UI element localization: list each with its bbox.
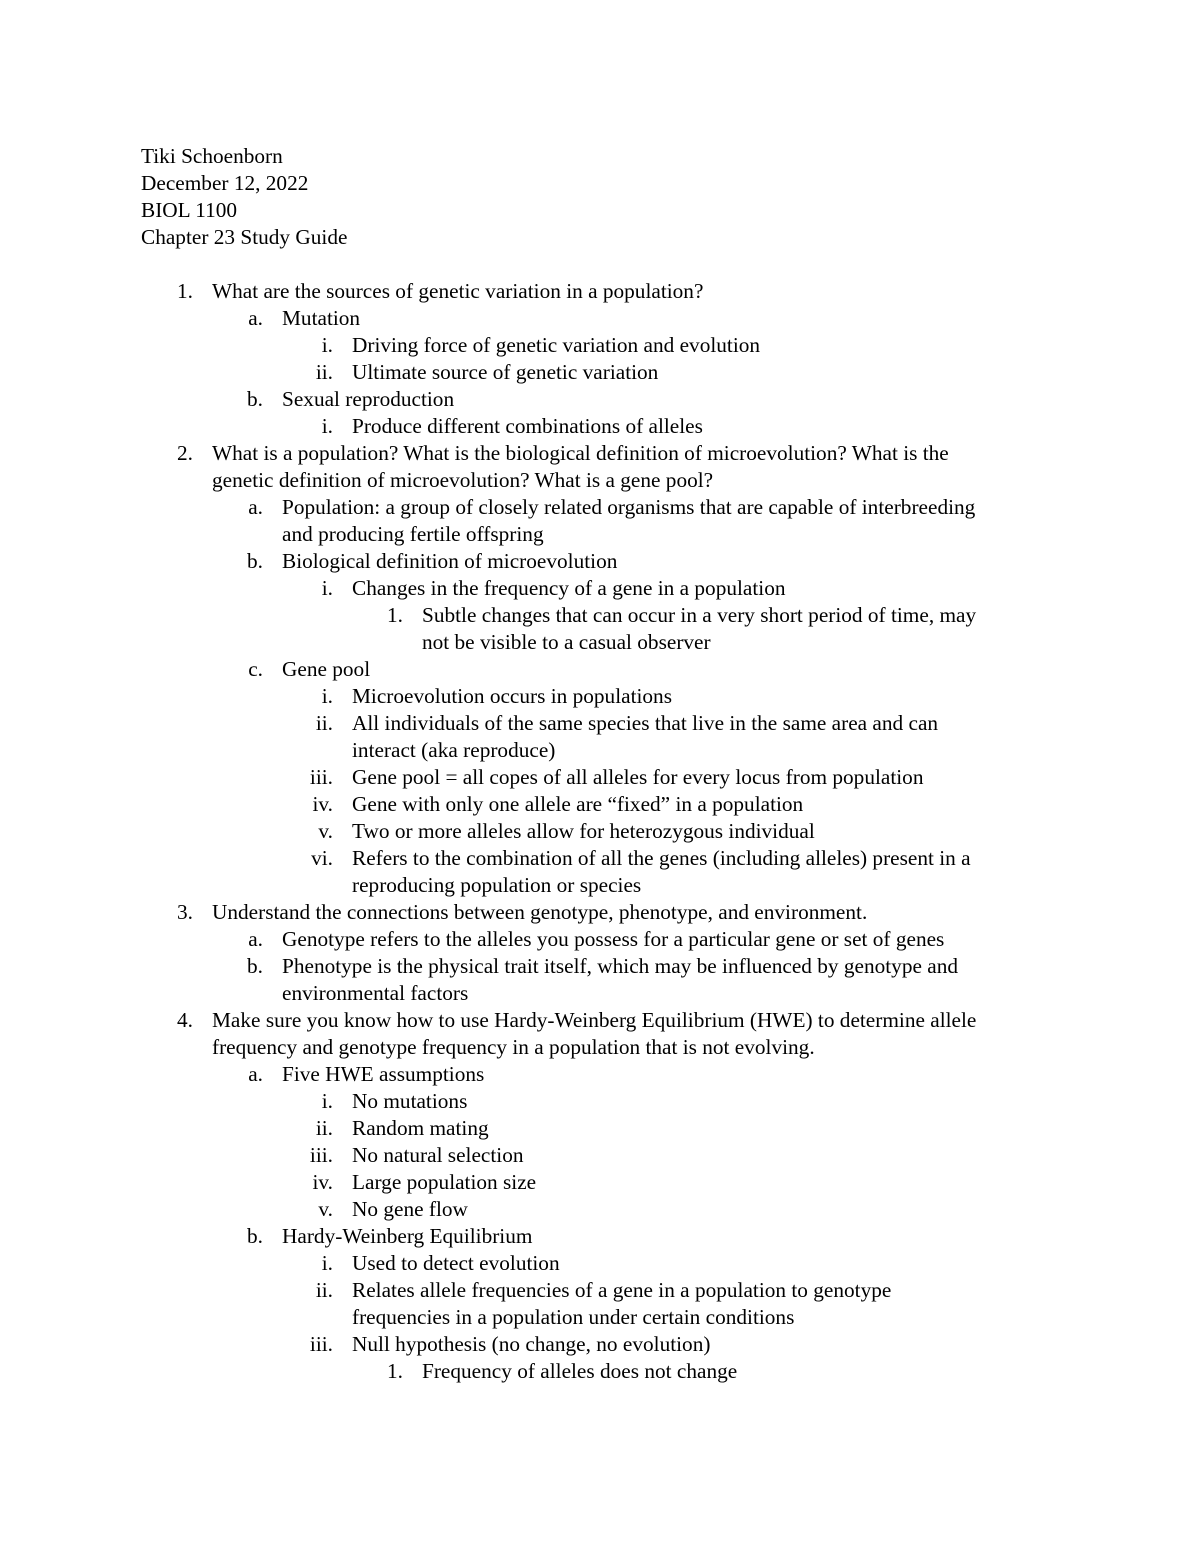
outline-item-sub-point	[0, 386, 1200, 413]
outline-item-question	[0, 440, 1200, 467]
outline-item-detail	[0, 1250, 1200, 1277]
list-item-text: Genotype refers to the alleles you possess for a particular gene or set of genes	[282, 927, 945, 951]
outline-item-detail	[0, 1331, 1200, 1358]
list-item-text: Gene with only one allele are “fixed” in a population	[352, 792, 804, 816]
list-item-text: What are the sources of genetic variation in a population?	[212, 279, 704, 303]
outline-item-detail	[0, 764, 1200, 791]
list-marker: 2.	[177, 441, 193, 465]
document-header	[141, 143, 347, 251]
list-marker: iv.	[312, 1170, 333, 1194]
list-item-text: Relates allele frequencies of a gene in a population to genotype	[352, 1278, 892, 1302]
outline-item-question	[0, 278, 1200, 305]
list-item-text: Understand the connections between genotype, phenotype, and environment.	[212, 900, 868, 924]
list-item-text: Population: a group of closely related organisms that are capable of interbreeding	[282, 495, 976, 519]
list-marker: iii.	[309, 1143, 333, 1167]
list-marker: b.	[247, 1224, 263, 1248]
list-marker: ii.	[315, 1278, 333, 1302]
list-item-text: Make sure you know how to use Hardy-Weinberg Equilibrium (HWE) to determine allele	[212, 1008, 977, 1032]
list-marker: ii.	[315, 1116, 333, 1140]
outline-item-detail	[0, 710, 1200, 737]
study-guide-outline	[0, 278, 1200, 1385]
list-marker: b.	[247, 387, 263, 411]
list-item-text: Mutation	[282, 306, 361, 330]
list-item-text: Hardy-Weinberg Equilibrium	[282, 1224, 533, 1248]
list-marker: b.	[247, 549, 263, 573]
list-item-text: Refers to the combination of all the genes (including alleles) present in a	[352, 846, 971, 870]
list-marker: i.	[321, 576, 333, 600]
list-marker: ii.	[315, 711, 333, 735]
outline-item-sub-point	[0, 521, 1200, 548]
outline-item-detail	[0, 332, 1200, 359]
outline-item-detail	[0, 683, 1200, 710]
list-marker: i.	[321, 1251, 333, 1275]
list-marker: iii.	[309, 765, 333, 789]
list-item-text: Frequency of alleles does not change	[422, 1359, 738, 1383]
outline-item-detail	[0, 1142, 1200, 1169]
list-marker: c.	[248, 657, 263, 681]
outline-item-detail	[0, 1277, 1200, 1304]
list-marker: a.	[248, 306, 263, 330]
list-item-text: Five HWE assumptions	[282, 1062, 485, 1086]
list-item-text: Sexual reproduction	[282, 387, 455, 411]
outline-item-question	[0, 1007, 1200, 1034]
list-item-text: Changes in the frequency of a gene in a population	[352, 576, 786, 600]
outline-item-detail	[0, 1115, 1200, 1142]
outline-item-sub-detail	[0, 629, 1200, 656]
list-item-text: All individuals of the same species that live in the same area and can	[352, 711, 939, 735]
list-marker: i.	[321, 684, 333, 708]
list-item-text: Subtle changes that can occur in a very short period of time, may	[422, 603, 977, 627]
list-item-text: Random mating	[352, 1116, 489, 1140]
list-item-text: Phenotype is the physical trait itself, which may be influenced by genotype and	[282, 954, 958, 978]
outline-item-detail	[0, 575, 1200, 602]
list-item-text: Biological definition of microevolution	[282, 549, 618, 573]
author-name: Tiki Schoenborn	[141, 144, 283, 168]
outline-item-sub-point	[0, 548, 1200, 575]
list-item-text: No natural selection	[352, 1143, 524, 1167]
outline-item-sub-point	[0, 980, 1200, 1007]
outline-item-detail	[0, 737, 1200, 764]
list-item-text: frequencies in a population under certain conditions	[352, 1305, 795, 1329]
outline-item-detail	[0, 872, 1200, 899]
outline-item-detail	[0, 1196, 1200, 1223]
list-item-text: and producing fertile offspring	[282, 522, 544, 546]
document-title: Chapter 23 Study Guide	[141, 225, 348, 249]
outline-item-question	[0, 467, 1200, 494]
outline-item-sub-point	[0, 305, 1200, 332]
list-item-text: environmental factors	[282, 981, 469, 1005]
outline-item-sub-point	[0, 656, 1200, 683]
list-item-text: Large population size	[352, 1170, 537, 1194]
list-item-text: Null hypothesis (no change, no evolution)	[352, 1332, 711, 1356]
outline-item-sub-point	[0, 953, 1200, 980]
list-item-text: genetic definition of microevolution? What is a gene pool?	[212, 468, 714, 492]
course-code: BIOL 1100	[141, 198, 238, 222]
list-marker: v.	[318, 819, 333, 843]
outline-item-question	[0, 1034, 1200, 1061]
list-marker: i.	[321, 414, 333, 438]
list-item-text: Gene pool = all copes of all alleles for every locus from population	[352, 765, 924, 789]
list-item-text: interact (aka reproduce)	[352, 738, 556, 762]
list-marker: i.	[321, 1089, 333, 1113]
outline-item-question	[0, 899, 1200, 926]
list-item-text: Gene pool	[282, 657, 371, 681]
document-date: December 12, 2022	[141, 171, 309, 195]
outline-item-sub-point	[0, 926, 1200, 953]
list-item-text: reproducing population or species	[352, 873, 642, 897]
list-marker: i.	[321, 333, 333, 357]
list-marker: a.	[248, 1062, 263, 1086]
list-marker: iv.	[312, 792, 333, 816]
list-item-text: Two or more alleles allow for heterozygous individual	[352, 819, 815, 843]
list-item-text: No mutations	[352, 1089, 468, 1113]
list-marker: 1.	[387, 603, 403, 627]
outline-item-sub-point	[0, 1223, 1200, 1250]
list-marker: 1.	[387, 1359, 403, 1383]
outline-item-detail	[0, 1169, 1200, 1196]
outline-item-detail	[0, 791, 1200, 818]
list-marker: 3.	[177, 900, 193, 924]
outline-item-sub-detail	[0, 602, 1200, 629]
list-marker: a.	[248, 495, 263, 519]
list-item-text: No gene flow	[352, 1197, 468, 1221]
outline-item-sub-point	[0, 1061, 1200, 1088]
list-item-text: Used to detect evolution	[352, 1251, 560, 1275]
list-item-text: frequency and genotype frequency in a population that is not evolving.	[212, 1035, 815, 1059]
outline-item-detail	[0, 1304, 1200, 1331]
list-marker: v.	[318, 1197, 333, 1221]
outline-item-detail	[0, 818, 1200, 845]
outline-item-sub-point	[0, 494, 1200, 521]
list-marker: ii.	[315, 360, 333, 384]
list-item-text: not be visible to a casual observer	[422, 630, 711, 654]
list-item-text: What is a population? What is the biological definition of microevolution? What is the	[212, 441, 949, 465]
list-marker: a.	[248, 927, 263, 951]
outline-item-detail	[0, 845, 1200, 872]
list-marker: vi.	[311, 846, 333, 870]
list-item-text: Produce different combinations of alleles	[352, 414, 703, 438]
list-item-text: Ultimate source of genetic variation	[352, 360, 659, 384]
list-marker: 1.	[177, 279, 193, 303]
outline-item-detail	[0, 359, 1200, 386]
list-marker: b.	[247, 954, 263, 978]
outline-item-sub-detail	[0, 1358, 1200, 1385]
list-item-text: Driving force of genetic variation and evolution	[352, 333, 761, 357]
outline-item-detail	[0, 1088, 1200, 1115]
list-item-text: Microevolution occurs in populations	[352, 684, 672, 708]
list-marker: iii.	[309, 1332, 333, 1356]
list-marker: 4.	[177, 1008, 193, 1032]
outline-item-detail	[0, 413, 1200, 440]
